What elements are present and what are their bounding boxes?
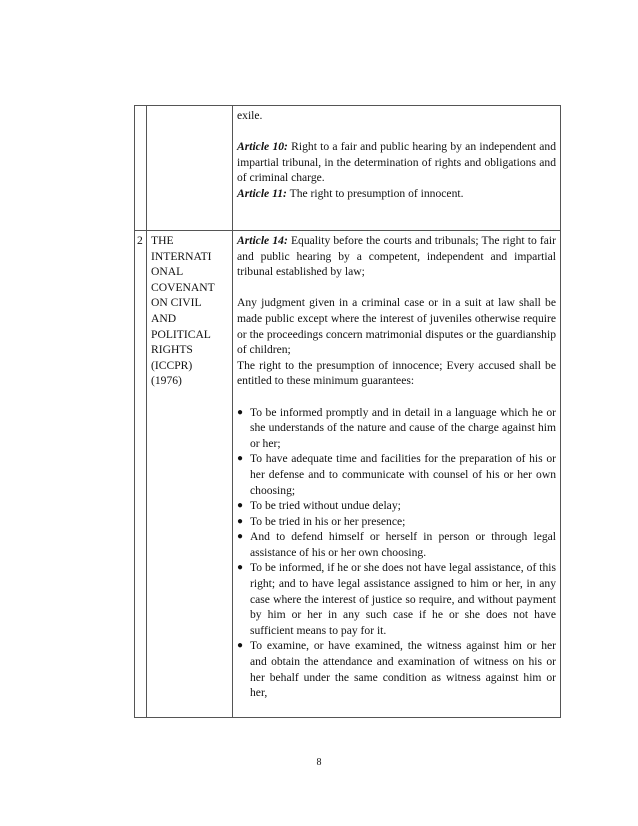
list-item: ● To be informed promptly and in detail in a language which he or she understands of the nature and cause of the charge against him or her; — [237, 405, 556, 450]
list-item: ● To be tried in his or her presence; — [237, 514, 406, 528]
page-number: 8 — [316, 757, 322, 768]
judgment-paragraph: Any judgment given in a criminal case or in a suit at law shall be made public except where the interest of juveniles otherwise require or the proceedings concern matrimonial disputes or the guardianship of children; — [237, 296, 556, 357]
list-item: ● To be informed, if he or she does not have legal assistance, of this right; and to have legal assistance assigned to him or her, in any case where the interest of justice so require, and without payment by him or her in any such case if he or she does not have sufficient means to pay for it. — [237, 561, 556, 637]
text-line-exile: exile. — [237, 109, 263, 122]
bullet-icon: ● — [237, 562, 244, 574]
row-number-cell — [135, 106, 147, 231]
article-11-text: The right to presumption of innocent. — [286, 186, 464, 200]
presumption-paragraph: The right to the presumption of innocence; Every accused shall be entitled to these minimum guarantees: — [237, 358, 556, 388]
instrument-title-cell — [147, 106, 233, 231]
provisions-cell — [233, 231, 561, 718]
list-item: ● To be tried without undue delay; — [237, 499, 401, 513]
article-14-label: Article 14: — [237, 234, 288, 247]
article-14-text: Equality before the courts and tribunals; The right to fair and public hearing by a competent, independent and impartial tribunal established by law; — [237, 234, 556, 279]
instrument-title-cell — [147, 231, 233, 718]
article-10 — [237, 139, 556, 186]
article-14 — [237, 233, 556, 280]
bullet-icon: ● — [237, 640, 244, 652]
list-item: ● And to defend himself or herself in person or through legal assistance of his or her own choosing. — [237, 530, 556, 559]
article-10-text: Right to a fair and public hearing by an independent and impartial tribunal, in the determination of rights and obligations and of criminal charge. — [237, 140, 556, 185]
instrument-title: THE INTERNATI ONAL COVENANT ON CIVIL AND POLITICAL RIGHTS (ICCPR) (1976) — [151, 234, 215, 388]
article-11-label: Article 11: — [237, 186, 287, 200]
guarantees-list — [237, 405, 556, 701]
article-11 — [237, 186, 556, 202]
rights-table — [134, 105, 561, 718]
bullet-icon: ● — [237, 453, 244, 465]
list-item: ● To have adequate time and facilities for the preparation of his or her defense and to communicate with counsel of his or her own choosing; — [237, 452, 556, 497]
table-row — [135, 231, 561, 718]
bullet-icon: ● — [237, 515, 244, 527]
row-number-cell: 2 — [135, 231, 147, 718]
article-10-label: Article 10: — [237, 140, 288, 154]
table-row — [135, 106, 561, 231]
bullet-icon: ● — [237, 406, 244, 418]
provisions-cell — [233, 106, 561, 231]
bullet-icon: ● — [237, 500, 244, 512]
list-item: ● To examine, or have examined, the witness against him or her and obtain the attendance and examination of witness on his or her behalf under the same condition as witness against him or her, — [237, 639, 556, 700]
bullet-icon: ● — [237, 531, 244, 543]
